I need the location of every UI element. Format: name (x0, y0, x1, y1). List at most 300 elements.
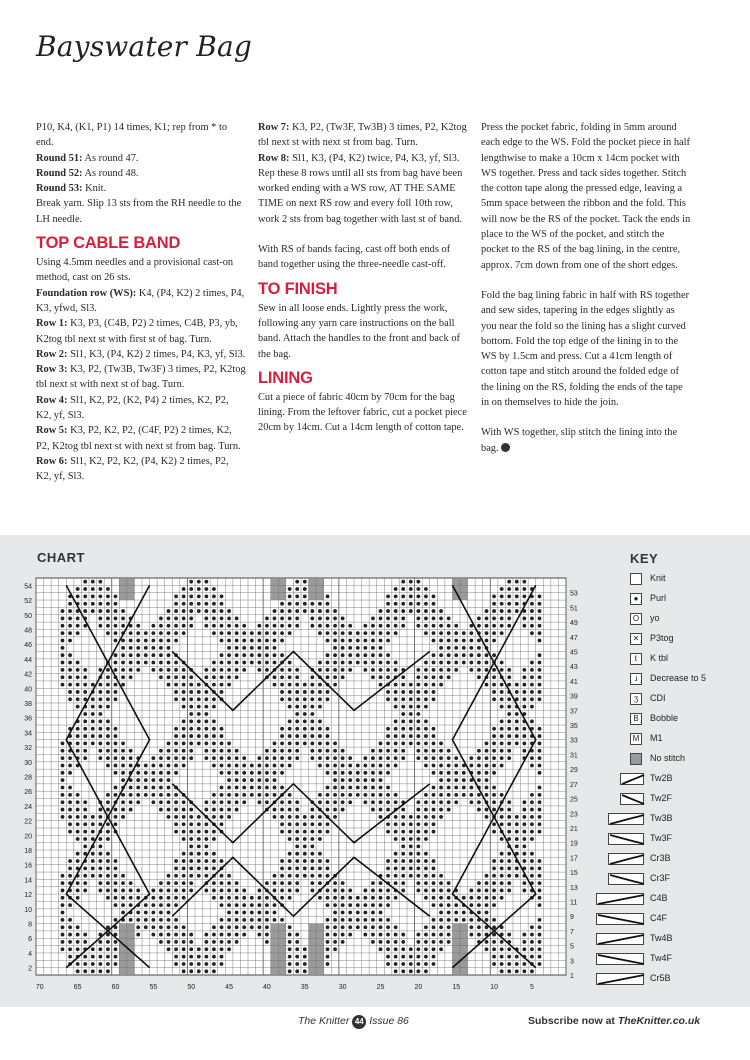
purl-dot (197, 580, 201, 584)
purl-dot (333, 639, 337, 643)
purl-dot (310, 822, 314, 826)
purl-dot (409, 830, 413, 834)
paragraph: Sew in all loose ends. Lightly press the work, following any yarn care instructions on the ball band. Attach the handles to the front and back of the bag. (258, 302, 460, 360)
purl-dot (83, 587, 87, 591)
purl-dot (303, 874, 307, 878)
purl-dot (356, 639, 360, 643)
purl-dot (507, 881, 511, 885)
purl-dot (76, 830, 80, 834)
purl-dot (454, 631, 458, 635)
purl-dot (439, 881, 443, 885)
purl-dot (379, 889, 383, 893)
purl-dot (220, 933, 224, 937)
key-label: Tw2F (650, 793, 673, 803)
purl-dot (462, 646, 466, 650)
purl-dot (197, 683, 201, 687)
key-item (600, 691, 745, 709)
purl-dot (204, 697, 208, 701)
purl-dot (76, 705, 80, 709)
purl-dot (432, 690, 436, 694)
purl-dot (114, 786, 118, 790)
purl-dot (485, 631, 489, 635)
purl-dot (182, 815, 186, 819)
key-symbol-icon (630, 753, 642, 765)
purl-dot (386, 918, 390, 922)
purl-dot (68, 947, 72, 951)
purl-dot (416, 808, 420, 812)
purl-dot (447, 800, 451, 804)
purl-dot (356, 903, 360, 907)
purl-dot (409, 690, 413, 694)
purl-dot (174, 727, 178, 731)
purl-dot (242, 925, 246, 929)
purl-dot (76, 631, 80, 635)
row-label-right: 7 (570, 928, 574, 936)
purl-dot (522, 830, 526, 834)
purl-dot (197, 822, 201, 826)
purl-dot (220, 617, 224, 621)
purl-dot (348, 800, 352, 804)
no-stitch-cell (127, 585, 135, 592)
purl-dot (280, 639, 284, 643)
purl-dot (98, 940, 102, 944)
purl-dot (424, 866, 428, 870)
purl-dot (386, 903, 390, 907)
purl-dot (447, 617, 451, 621)
purl-dot (242, 793, 246, 797)
purl-dot (174, 800, 178, 804)
round-53: Round 53: Knit. (36, 183, 107, 195)
purl-dot (212, 661, 216, 665)
purl-dot (310, 844, 314, 848)
key-label: Purl (650, 593, 667, 603)
row-label-right: 41 (570, 678, 578, 686)
row-label-right: 13 (570, 884, 578, 892)
purl-dot (250, 771, 254, 775)
purl-dot (174, 690, 178, 694)
purl-dot (363, 800, 367, 804)
row-label-left: 54 (24, 583, 32, 591)
purl-dot (295, 859, 299, 863)
purl-dot (394, 734, 398, 738)
purl-dot (394, 705, 398, 709)
purl-dot (136, 653, 140, 657)
purl-dot (379, 947, 383, 951)
purl-dot (189, 742, 193, 746)
no-stitch-cell (309, 938, 317, 945)
purl-dot (424, 815, 428, 819)
purl-dot (424, 947, 428, 951)
purl-dot (106, 594, 110, 598)
no-stitch-cell (119, 924, 127, 931)
row-label-left: 18 (24, 848, 32, 856)
purl-dot (159, 771, 163, 775)
purl-dot (280, 800, 284, 804)
purl-dot (220, 749, 224, 753)
purl-dot (61, 793, 65, 797)
purl-dot (61, 764, 65, 768)
purl-dot (235, 624, 239, 628)
purl-dot (310, 881, 314, 885)
purl-dot (167, 808, 171, 812)
purl-dot (151, 925, 155, 929)
purl-dot (61, 815, 65, 819)
purl-dot (432, 815, 436, 819)
purl-dot (257, 911, 261, 915)
purl-dot (182, 594, 186, 598)
key-symbol-icon: O (630, 613, 642, 625)
purl-dot (333, 683, 337, 687)
no-stitch-cell (271, 924, 279, 931)
purl-dot (333, 889, 337, 893)
purl-dot (530, 705, 534, 709)
purl-dot (280, 889, 284, 893)
purl-dot (492, 668, 496, 672)
purl-dot (356, 896, 360, 900)
purl-dot (500, 705, 504, 709)
purl-dot (212, 859, 216, 863)
purl-dot (189, 705, 193, 709)
purl-dot (129, 889, 133, 893)
purl-dot (394, 690, 398, 694)
purl-dot (477, 749, 481, 753)
purl-dot (106, 705, 110, 709)
purl-dot (416, 580, 420, 584)
purl-dot (432, 940, 436, 944)
purl-dot (204, 734, 208, 738)
purl-dot (98, 808, 102, 812)
purl-dot (83, 594, 87, 598)
purl-dot (197, 837, 201, 841)
purl-dot (288, 661, 292, 665)
purl-dot (83, 683, 87, 687)
purl-dot (326, 594, 330, 598)
purl-dot (416, 955, 420, 959)
purl-dot (182, 764, 186, 768)
purl-dot (371, 778, 375, 782)
purl-dot (76, 889, 80, 893)
purl-dot (280, 727, 284, 731)
purl-dot (227, 903, 231, 907)
purl-dot (439, 624, 443, 628)
purl-dot (318, 866, 322, 870)
purl-dot (273, 675, 277, 679)
purl-dot (68, 690, 72, 694)
purl-dot (348, 771, 352, 775)
purl-dot (189, 947, 193, 951)
key-label: Cr3B (650, 853, 671, 863)
purl-dot (273, 749, 277, 753)
purl-dot (522, 617, 526, 621)
purl-dot (212, 609, 216, 613)
purl-dot (379, 903, 383, 907)
purl-dot (273, 881, 277, 885)
purl-dot (91, 697, 95, 701)
purl-dot (83, 881, 87, 885)
purl-dot (538, 940, 542, 944)
purl-dot (303, 844, 307, 848)
purl-dot (326, 661, 330, 665)
purl-dot (515, 594, 519, 598)
purl-dot (76, 896, 80, 900)
purl-dot (235, 764, 239, 768)
purl-dot (91, 580, 95, 584)
purl-dot (91, 602, 95, 606)
purl-dot (326, 808, 330, 812)
purl-dot (167, 764, 171, 768)
purl-dot (477, 646, 481, 650)
purl-dot (522, 675, 526, 679)
purl-dot (83, 969, 87, 973)
no-stitch-cell (119, 968, 127, 975)
purl-dot (530, 874, 534, 878)
purl-dot (98, 815, 102, 819)
purl-dot (212, 719, 216, 723)
column-3 (481, 120, 691, 456)
purl-dot (174, 830, 178, 834)
purl-dot (174, 742, 178, 746)
purl-dot (227, 675, 231, 679)
article-title: Bayswater Bag (36, 30, 253, 63)
purl-dot (129, 793, 133, 797)
purl-dot (500, 727, 504, 731)
purl-dot (212, 602, 216, 606)
purl-dot (204, 844, 208, 848)
purl-dot (477, 889, 481, 893)
purl-dot (409, 947, 413, 951)
purl-dot (227, 911, 231, 915)
purl-dot (288, 594, 292, 598)
purl-dot (379, 683, 383, 687)
purl-dot (121, 617, 125, 621)
purl-dot (447, 793, 451, 797)
purl-dot (507, 675, 511, 679)
purl-dot (83, 866, 87, 870)
purl-dot (507, 756, 511, 760)
purl-dot (250, 786, 254, 790)
purl-dot (363, 624, 367, 628)
purl-dot (424, 683, 428, 687)
purl-dot (174, 815, 178, 819)
purl-dot (447, 881, 451, 885)
purl-dot (227, 639, 231, 643)
purl-dot (265, 771, 269, 775)
purl-dot (326, 793, 330, 797)
purl-dot (454, 771, 458, 775)
purl-dot (416, 815, 420, 819)
purl-dot (212, 808, 216, 812)
purl-dot (409, 852, 413, 856)
row-label-left: 48 (24, 627, 32, 635)
purl-dot (159, 881, 163, 885)
purl-dot (288, 889, 292, 893)
purl-dot (538, 859, 542, 863)
purl-dot (280, 815, 284, 819)
purl-dot (371, 903, 375, 907)
purl-dot (326, 749, 330, 753)
purl-dot (98, 859, 102, 863)
purl-dot (227, 793, 231, 797)
purl-dot (432, 771, 436, 775)
purl-dot (454, 756, 458, 760)
purl-dot (144, 771, 148, 775)
purl-dot (401, 866, 405, 870)
purl-dot (341, 933, 345, 937)
purl-dot (492, 683, 496, 687)
purl-dot (371, 653, 375, 657)
purl-dot (424, 962, 428, 966)
purl-dot (220, 962, 224, 966)
purl-dot (257, 786, 261, 790)
purl-dot (469, 800, 473, 804)
purl-dot (507, 955, 511, 959)
purl-dot (61, 940, 65, 944)
purl-dot (310, 734, 314, 738)
purl-dot (98, 749, 102, 753)
purl-dot (129, 764, 133, 768)
purl-dot (144, 646, 148, 650)
purl-dot (439, 918, 443, 922)
purl-dot (522, 852, 526, 856)
purl-dot (280, 617, 284, 621)
purl-dot (386, 866, 390, 870)
purl-dot (242, 646, 246, 650)
purl-dot (295, 690, 299, 694)
purl-dot (326, 697, 330, 701)
paragraph: Press the pocket fabric, folding in 5mm around each edge to the WS. Fold the pocket piece in half lengthwise to make a 10cm x 14cm pocket with WS together. Press and tack sides together. Stitch the cotton tape along the pressed edge, leaving a 5mm space between the ribbon and the fold. This will now be the RS of the pocket. Tack the ends in place to the WS of the pocket, and stitch the pocket to the RS of the bag lining, in the centre, approx. 7cm down from one of the short edges. (481, 122, 691, 271)
purl-dot (424, 800, 428, 804)
purl-dot (507, 859, 511, 863)
purl-dot (538, 675, 542, 679)
purl-dot (432, 881, 436, 885)
purl-dot (416, 594, 420, 598)
purl-dot (356, 653, 360, 657)
purl-dot (371, 617, 375, 621)
purl-dot (409, 874, 413, 878)
purl-dot (250, 896, 254, 900)
purl-dot (538, 631, 542, 635)
purl-dot (227, 925, 231, 929)
purl-dot (212, 624, 216, 628)
purl-dot (507, 837, 511, 841)
purl-dot (515, 874, 519, 878)
purl-dot (507, 683, 511, 687)
purl-dot (522, 742, 526, 746)
purl-dot (432, 639, 436, 643)
purl-dot (303, 683, 307, 687)
purl-dot (295, 830, 299, 834)
purl-dot (174, 808, 178, 812)
key-item (600, 611, 745, 629)
purl-dot (416, 734, 420, 738)
purl-dot (432, 609, 436, 613)
purl-dot (326, 955, 330, 959)
purl-dot (469, 786, 473, 790)
purl-dot (182, 852, 186, 856)
purl-dot (121, 764, 125, 768)
purl-dot (159, 903, 163, 907)
key-symbol-icon (608, 833, 644, 845)
purl-dot (288, 631, 292, 635)
purl-dot (204, 969, 208, 973)
column-1 (36, 120, 246, 485)
purl-dot (280, 756, 284, 760)
purl-dot (530, 764, 534, 768)
purl-dot (257, 756, 261, 760)
purl-dot (507, 697, 511, 701)
purl-dot (189, 756, 193, 760)
key-label: Tw4B (650, 933, 673, 943)
purl-dot (538, 830, 542, 834)
purl-dot (204, 602, 208, 606)
key-title: KEY (630, 551, 659, 566)
purl-dot (212, 675, 216, 679)
purl-dot (401, 822, 405, 826)
purl-dot (333, 947, 337, 951)
purl-dot (409, 962, 413, 966)
key-symbol-icon (608, 853, 644, 865)
purl-dot (212, 940, 216, 944)
purl-dot (379, 793, 383, 797)
column-label: 70 (35, 984, 44, 991)
purl-dot (386, 727, 390, 731)
purl-dot (189, 609, 193, 613)
purl-dot (204, 756, 208, 760)
purl-dot (333, 617, 337, 621)
purl-dot (379, 742, 383, 746)
purl-dot (151, 889, 155, 893)
purl-dot (121, 889, 125, 893)
row-label-right: 39 (570, 693, 578, 701)
purl-dot (371, 668, 375, 672)
purl-dot (182, 969, 186, 973)
no-stitch-cell (309, 578, 317, 585)
purl-dot (98, 705, 102, 709)
purl-dot (114, 808, 118, 812)
purl-dot (159, 661, 163, 665)
purl-dot (227, 778, 231, 782)
purl-dot (242, 756, 246, 760)
purl-dot (174, 661, 178, 665)
purl-dot (371, 639, 375, 643)
purl-dot (98, 624, 102, 628)
purl-dot (522, 587, 526, 591)
site-link[interactable]: TheKnitter.co.uk (617, 1015, 701, 1027)
purl-dot (114, 683, 118, 687)
purl-dot (439, 653, 443, 657)
no-stitch-cell (452, 924, 460, 931)
purl-dot (68, 764, 72, 768)
purl-dot (424, 889, 428, 893)
purl-dot (114, 668, 118, 672)
purl-dot (401, 742, 405, 746)
purl-dot (326, 631, 330, 635)
purl-dot (288, 705, 292, 709)
purl-dot (522, 749, 526, 753)
purl-dot (114, 866, 118, 870)
purl-dot (432, 764, 436, 768)
purl-dot (182, 881, 186, 885)
purl-dot (288, 675, 292, 679)
purl-dot (318, 624, 322, 628)
purl-dot (401, 617, 405, 621)
purl-dot (530, 668, 534, 672)
purl-dot (401, 874, 405, 878)
purl-dot (394, 822, 398, 826)
column-label: 50 (187, 984, 196, 991)
key-symbol-icon: ● (630, 593, 642, 605)
purl-dot (447, 646, 451, 650)
